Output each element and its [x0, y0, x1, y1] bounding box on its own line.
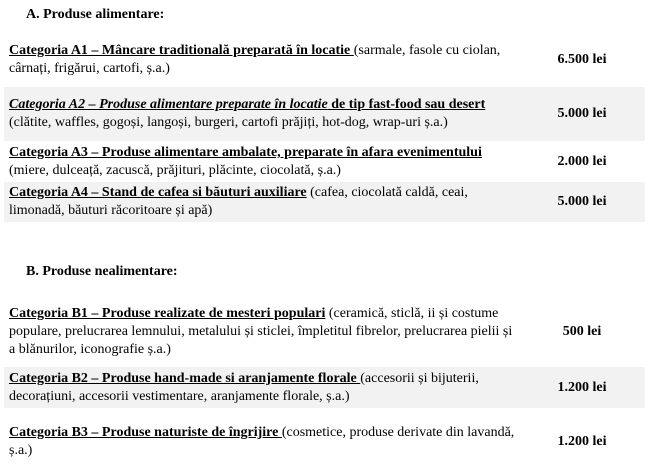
category-details: (miere, dulceață, zacuscă, prăjituri, plăcinte, ciocolată, ș.a.): [9, 163, 341, 178]
price-value: 1.200 lei: [557, 434, 607, 449]
category-label-italic: Categoria A2 – Produse alimentare preparate în locatie: [9, 97, 328, 112]
price-value: 5.000 lei: [557, 106, 607, 121]
item-description: [4, 370, 519, 406]
category-details: (cosmetice, produse derivate din lavandă, ș.a.): [9, 425, 515, 458]
category-label: Categoria B3 – Produse naturiste de îngrijire: [9, 425, 282, 440]
table-row-b1: [4, 304, 645, 360]
category-label: Categoria A4 – Stand de cafea si băuturi auxiliare: [9, 185, 307, 200]
price-value: 6.500 lei: [557, 52, 607, 67]
table-row-a3: [4, 143, 645, 181]
table-row-a4: [4, 182, 645, 222]
category-details: (accesorii și bijuterii, decorațiuni, accesorii vestimentare, aranjamente florale, ș.a.): [9, 370, 479, 404]
table-row-a1: [4, 40, 645, 80]
category-label: Categoria B1 – Produse realizate de mesteri populari: [9, 306, 326, 321]
category-label: Categoria B2 – Produse hand-made si aranjamente florale: [9, 370, 361, 386]
item-description: [4, 42, 519, 78]
section-b-title: B. Produse nealimentare:: [26, 264, 178, 279]
item-description: [4, 305, 519, 359]
table-row-b3: [4, 422, 645, 462]
category-label: Categoria A1 – Mâncare traditională preparată în locatie: [9, 43, 354, 58]
section-a-title: A. Produse alimentare:: [26, 7, 165, 22]
category-details: (ceramică, sticlă, ii și costume populare, prelucrarea lemnului, metalului și sticlei, împletitul fibrelor, prelucrarea pielii și a blănurilor, iconografie ș.a.): [9, 306, 513, 357]
category-details: (cafea, ciocolată caldă, ceai, limonadă, băuturi răcoritoare și apă): [9, 185, 468, 218]
item-description: [4, 144, 519, 180]
category-details: (sarmale, fasole cu ciolan, cârnați, frigărui, cartofi, ș.a.): [9, 43, 501, 76]
table-row-b2: [4, 367, 645, 408]
item-description: [4, 184, 519, 220]
item-description: [4, 96, 519, 132]
table-row-a2: [4, 87, 645, 141]
price-value: 5.000 lei: [557, 194, 607, 209]
price-value: 2.000 lei: [557, 154, 607, 169]
price-value: 500 lei: [562, 324, 602, 339]
category-label: de tip fast-food sau desert: [327, 97, 486, 112]
price-value: 1.200 lei: [557, 379, 607, 395]
category-details: (clătite, waffles, gogoși, langoși, burgeri, cartofi prăjiți, hot-dog, wrap-uri ș.a.): [9, 115, 448, 130]
item-description: [4, 424, 519, 460]
category-label: Categoria A3 – Produse alimentare ambalate, preparate în afara evenimentului: [9, 145, 482, 160]
